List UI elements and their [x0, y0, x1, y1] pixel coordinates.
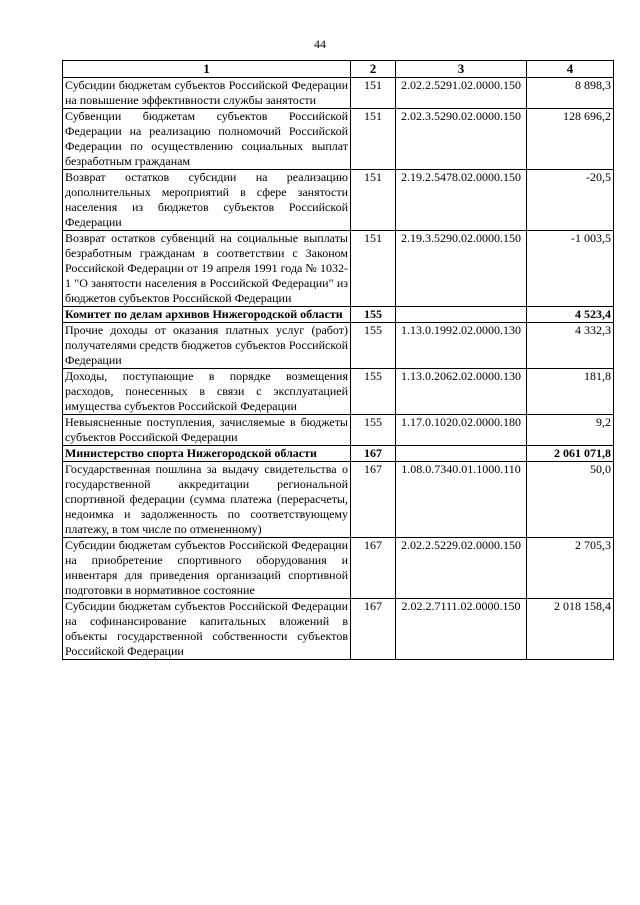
- row-amount-cell: -20,5: [527, 170, 614, 231]
- page-number: 44: [314, 37, 326, 51]
- row-chapter-cell: 151: [351, 109, 396, 170]
- table-row: [63, 538, 614, 599]
- table-row: [63, 415, 614, 446]
- row-chapter-cell: 155: [351, 369, 396, 415]
- revenue-table: [62, 60, 614, 660]
- column-header-4: 4: [527, 61, 614, 78]
- row-code-cell: 2.02.2.5291.02.0000.150: [396, 78, 527, 109]
- row-name-cell: Прочие доходы от оказания платных услуг (работ) получателями средств бюджетов субъектов Российской Федерации: [63, 323, 351, 369]
- row-chapter-cell: 151: [351, 170, 396, 231]
- row-chapter-cell: 167: [351, 446, 396, 462]
- table-row: [63, 462, 614, 538]
- table-row: [63, 446, 614, 462]
- row-name-cell: Возврат остатков субвенций на социальные выплаты безработным гражданам в соответствии с Законом Российской Федерации от 19 апреля 1991 года № 1032-1 "О занятости населения в Российской Федерации" из бюджетов субъектов Российской Федерации: [63, 231, 351, 307]
- row-chapter-cell: 151: [351, 231, 396, 307]
- table-row: [63, 170, 614, 231]
- table-row: [63, 599, 614, 660]
- row-name-cell: Субсидии бюджетам субъектов Российской Федерации на повышение эффективности службы занятости: [63, 78, 351, 109]
- row-amount-cell: 8 898,3: [527, 78, 614, 109]
- row-name-cell: Возврат остатков субсидии на реализацию дополнительных мероприятий в сфере занятости населения из бюджетов субъектов Российской Федерации: [63, 170, 351, 231]
- row-name-cell: Государственная пошлина за выдачу свидетельства о государственной аккредитации региональной спортивной федерации (сумма платежа (перерасчеты, недоимка и задолженность по соответствующему платежу, в том числе по отмененному): [63, 462, 351, 538]
- table-row: [63, 323, 614, 369]
- row-name-cell: Невыясненные поступления, зачисляемые в бюджеты субъектов Российской Федерации: [63, 415, 351, 446]
- row-code-cell: 2.02.2.5229.02.0000.150: [396, 538, 527, 599]
- row-chapter-cell: 167: [351, 462, 396, 538]
- table-body: [63, 78, 614, 660]
- row-chapter-cell: 167: [351, 538, 396, 599]
- table-row: [63, 307, 614, 323]
- row-amount-cell: 50,0: [527, 462, 614, 538]
- row-chapter-cell: 155: [351, 415, 396, 446]
- table-row: [63, 78, 614, 109]
- row-amount-cell: 4 332,3: [527, 323, 614, 369]
- row-code-cell: 1.13.0.1992.02.0000.130: [396, 323, 527, 369]
- table-row: [63, 231, 614, 307]
- row-amount-cell: 2 061 071,8: [527, 446, 614, 462]
- column-header-3: 3: [396, 61, 527, 78]
- row-code-cell: 1.13.0.2062.02.0000.130: [396, 369, 527, 415]
- row-name-cell: Комитет по делам архивов Нижегородской области: [63, 307, 351, 323]
- row-code-cell: 1.17.0.1020.02.0000.180: [396, 415, 527, 446]
- row-amount-cell: 2 018 158,4: [527, 599, 614, 660]
- row-chapter-cell: 155: [351, 323, 396, 369]
- row-amount-cell: 4 523,4: [527, 307, 614, 323]
- column-header-1: 1: [63, 61, 351, 78]
- row-name-cell: Субсидии бюджетам субъектов Российской Федерации на софинансирование капитальных вложений в объекты государственной собственности субъектов Российской Федерации: [63, 599, 351, 660]
- row-chapter-cell: 155: [351, 307, 396, 323]
- table-header-row: [63, 61, 614, 78]
- row-name-cell: Министерство спорта Нижегородской области: [63, 446, 351, 462]
- row-amount-cell: -1 003,5: [527, 231, 614, 307]
- row-amount-cell: 128 696,2: [527, 109, 614, 170]
- table-row: [63, 369, 614, 415]
- row-code-cell: 2.19.2.5478.02.0000.150: [396, 170, 527, 231]
- row-chapter-cell: 167: [351, 599, 396, 660]
- row-name-cell: Субвенции бюджетам субъектов Российской Федерации на реализацию полномочий Российской Федерации по осуществлению социальных выплат безработным гражданам: [63, 109, 351, 170]
- row-chapter-cell: 151: [351, 78, 396, 109]
- row-amount-cell: 181,8: [527, 369, 614, 415]
- row-code-cell: 2.02.3.5290.02.0000.150: [396, 109, 527, 170]
- row-amount-cell: 9,2: [527, 415, 614, 446]
- row-code-cell: 1.08.0.7340.01.1000.110: [396, 462, 527, 538]
- column-header-2: 2: [351, 61, 396, 78]
- row-code-cell: [396, 446, 527, 462]
- row-amount-cell: 2 705,3: [527, 538, 614, 599]
- row-code-cell: [396, 307, 527, 323]
- row-name-cell: Доходы, поступающие в порядке возмещения расходов, понесенных в связи с эксплуатацией имущества субъектов Российской Федерации: [63, 369, 351, 415]
- row-code-cell: 2.19.3.5290.02.0000.150: [396, 231, 527, 307]
- row-name-cell: Субсидии бюджетам субъектов Российской Федерации на приобретение спортивного оборудования и инвентаря для приведения организаций спортивной подготовки в нормативное состояние: [63, 538, 351, 599]
- row-code-cell: 2.02.2.7111.02.0000.150: [396, 599, 527, 660]
- table-row: [63, 109, 614, 170]
